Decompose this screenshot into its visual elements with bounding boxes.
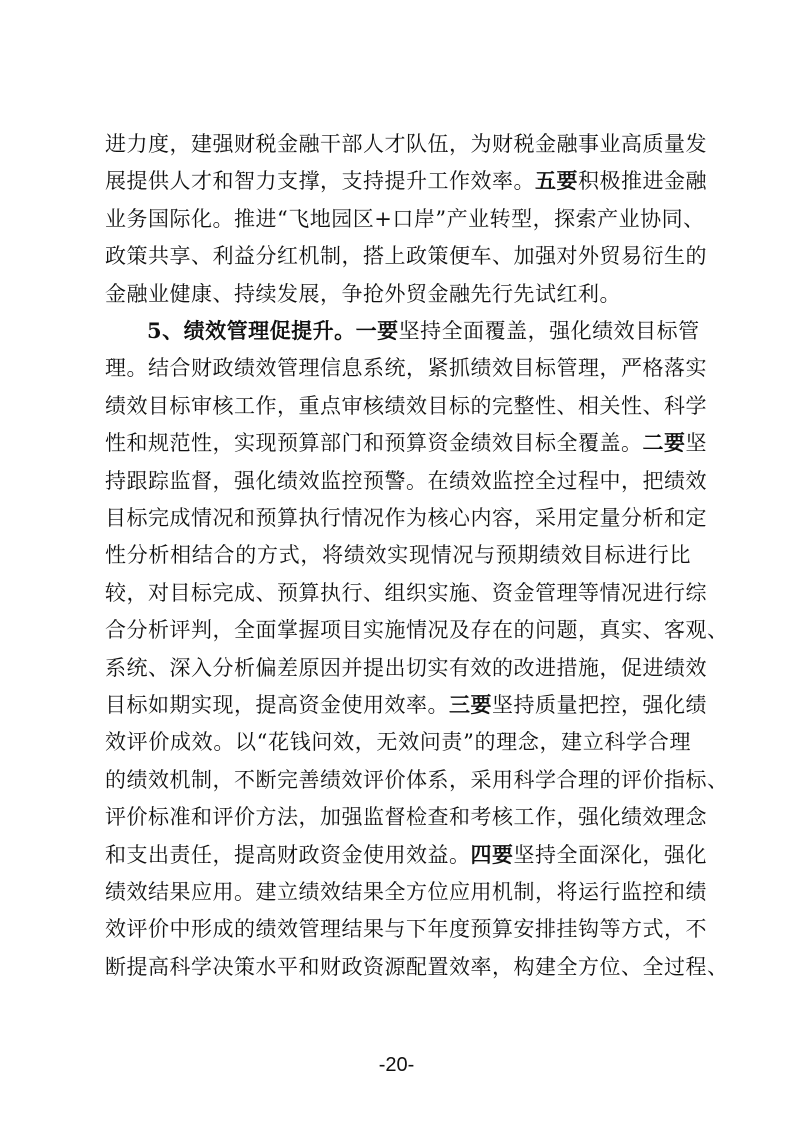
text-segment: 断提高科学决策水平和财政资源配置效率，构建全方位、全过程、 bbox=[105, 954, 729, 979]
text-segment: 坚持全面覆盖，强化绩效目标管 bbox=[398, 319, 700, 343]
text-line bbox=[147, 311, 700, 351]
text-segment: 坚持全面深化，强化 bbox=[513, 842, 707, 867]
text-line bbox=[105, 161, 707, 201]
text-segment: 性分析相结合的方式，将绩效实现情况与预期绩效目标进行比 bbox=[105, 543, 691, 568]
bold-text-segment: 五要 bbox=[535, 168, 578, 194]
bold-text-segment: 5、绩效管理促提升。 bbox=[147, 318, 356, 343]
text-line bbox=[105, 423, 707, 463]
bold-text-segment: 二要 bbox=[642, 430, 686, 456]
text-line bbox=[105, 947, 729, 987]
text-segment: 目标完成情况和预算执行情况作为核心内容，采用定量分析和定 bbox=[105, 506, 707, 530]
text-line bbox=[105, 573, 707, 613]
text-line bbox=[105, 835, 707, 875]
text-segment: 目标如期实现，提高资金使用效率。 bbox=[105, 693, 449, 717]
text-line bbox=[105, 610, 729, 650]
text-segment: 绩效结果应用。建立绩效结果全方位应用机制，将运行监控和绩 bbox=[105, 880, 707, 904]
text-line bbox=[105, 797, 707, 837]
text-segment: 业务国际化。推进“飞地园区+口岸”产业转型，探索产业协同、 bbox=[105, 206, 705, 231]
text-line bbox=[105, 685, 707, 725]
text-segment: 较，对目标完成、预算执行、组织实施、资金管理等情况进行综 bbox=[105, 580, 707, 605]
text-segment: 政策共享、利益分红机制，搭上政策便车、加强对外贸易衍生的 bbox=[105, 244, 707, 269]
text-segment: 金融业健康、持续发展，争抢外贸金融先行先试红利。 bbox=[105, 281, 621, 306]
text-line bbox=[105, 461, 707, 501]
text-line bbox=[105, 199, 705, 239]
text-line bbox=[105, 274, 691, 314]
text-segment: 和支出责任，提高财政资金使用效益。 bbox=[105, 842, 471, 867]
text-line bbox=[105, 348, 707, 388]
text-segment: 效评价中形成的绩效管理结果与下年度预算安排挂钩等方式，不 bbox=[105, 917, 707, 942]
text-line bbox=[105, 872, 707, 912]
page-number: -20- bbox=[378, 1054, 415, 1076]
text-segment: 的绩效机制，不断完善绩效评价体系，采用科学合理的评价指标、 bbox=[105, 767, 729, 792]
text-line bbox=[105, 498, 707, 538]
text-segment: 积极推进金融 bbox=[578, 169, 707, 194]
text-segment: 绩效目标审核工作，重点审核绩效目标的完整性、相关性、科学 bbox=[105, 393, 707, 418]
text-segment: 合分析评判，全面掌握项目实施情况及存在的问题，真实、客观、 bbox=[105, 618, 729, 643]
text-line bbox=[105, 722, 691, 762]
text-segment: 性和规范性，实现预算部门和预算资金绩效目标全覆盖。 bbox=[105, 431, 643, 456]
text-segment: 系统、深入分析偏差原因并提出切实有效的改进措施，促进绩效 bbox=[105, 655, 707, 680]
text-line bbox=[105, 909, 707, 949]
text-line bbox=[105, 124, 707, 164]
text-line bbox=[105, 760, 729, 800]
text-segment: 持跟踪监督，强化绩效监控预警。在绩效监控全过程中，把绩效 bbox=[105, 468, 707, 493]
text-segment: 理。结合财政绩效管理信息系统，紧抓绩效目标管理，严格落实 bbox=[105, 356, 707, 381]
text-segment: 展提供人才和智力支撑，支持提升工作效率。 bbox=[105, 169, 535, 194]
text-segment: 坚持质量把控，强化绩 bbox=[492, 693, 707, 717]
bold-text-segment: 三要 bbox=[449, 692, 492, 717]
text-segment: 坚 bbox=[685, 431, 707, 456]
text-segment: 评价标准和评价方法，加强监督检查和考核工作，强化绩效理念 bbox=[105, 805, 707, 830]
text-line bbox=[105, 386, 707, 426]
text-line bbox=[105, 648, 707, 688]
text-line bbox=[105, 236, 707, 276]
bold-text-segment: 一要 bbox=[355, 318, 399, 343]
text-segment: 效评价成效。以“花钱问效，无效问责”的理念，建立科学合理 bbox=[105, 730, 691, 755]
bold-text-segment: 四要 bbox=[470, 841, 514, 867]
text-segment: 进力度，建强财税金融干部人才队伍，为财税金融事业高质量发 bbox=[105, 132, 707, 156]
text-line bbox=[105, 535, 691, 575]
